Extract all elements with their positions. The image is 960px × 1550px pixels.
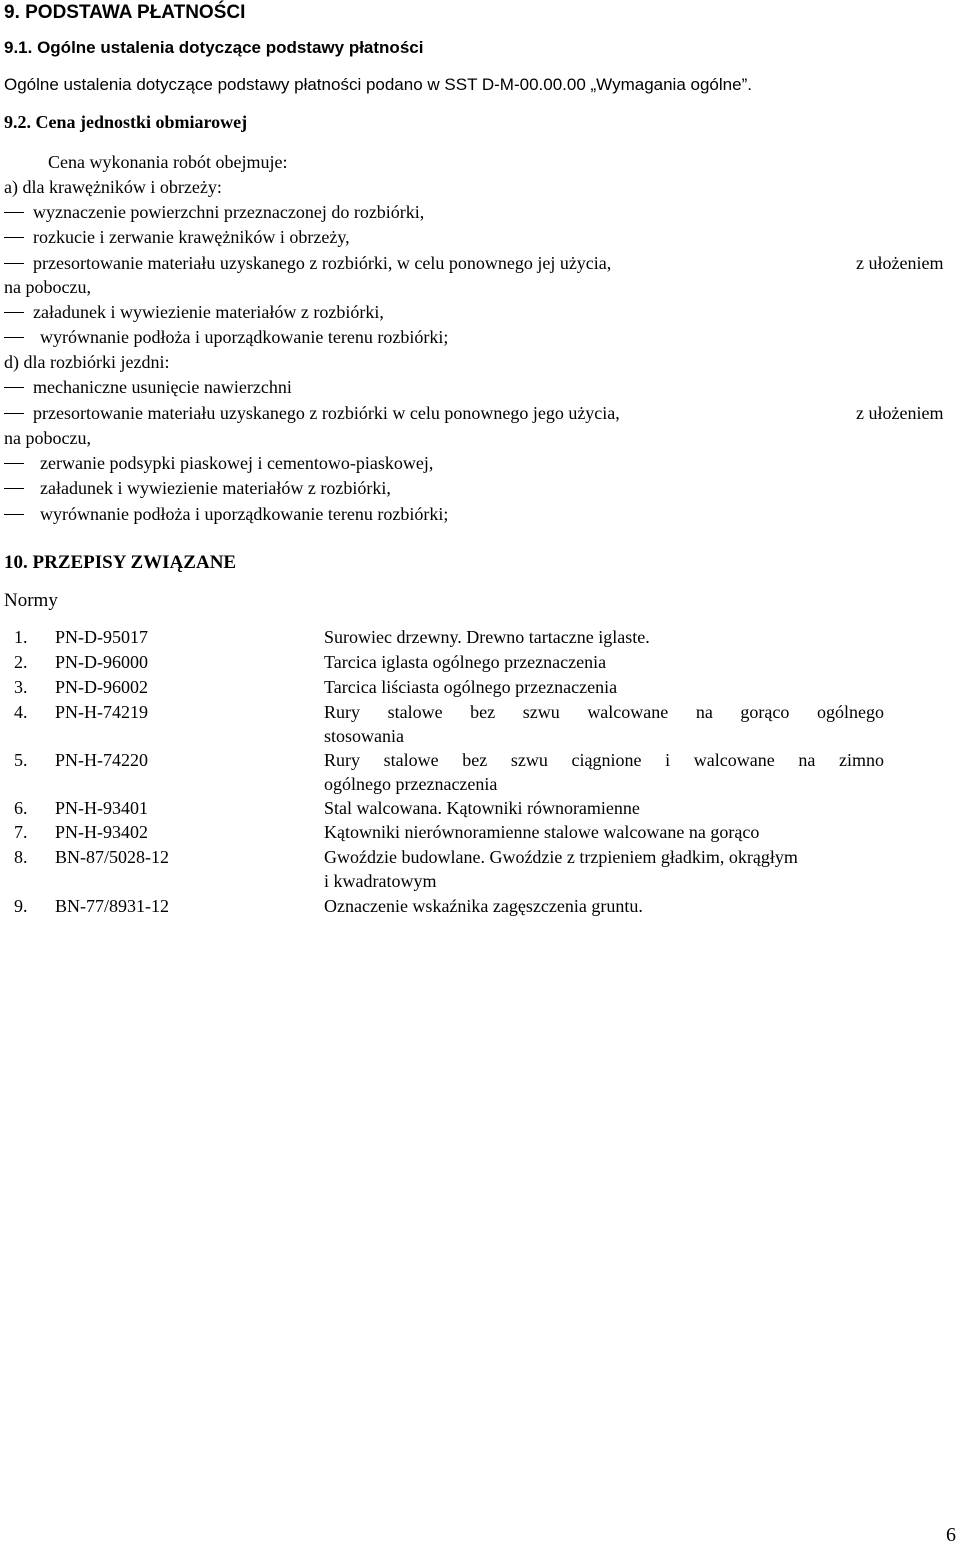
list-item: mechaniczne usunięcie nawierzchni [33,377,292,397]
norm-title: Surowiec drzewny. Drewno tartaczne iglaste. [324,627,650,647]
dash-bullet [4,514,24,515]
norm-code: PN-D-95017 [55,627,148,647]
list-item: wyznaczenie powierzchni przeznaczonej do rozbiórki, [33,202,425,222]
norm-code: PN-H-93402 [55,822,148,842]
norm-number: 3. [14,677,28,697]
list-item: przesortowanie materiału uzyskanego z rozbiórki w celu ponownego jego użycia, [33,403,620,423]
list-item: rozkucie i zerwanie krawężników i obrzeży, [33,227,350,247]
norm-number: 4. [14,702,28,722]
norm-title: Rury stalowe bez szwu walcowane na gorąco ogólnego [324,702,884,722]
page-number: 6 [946,1524,956,1546]
norm-code: BN-87/5028-12 [55,847,169,867]
norm-number: 6. [14,798,28,818]
section-9-1-title: 9.1. Ogólne ustalenia dotyczące podstawy płatności [4,38,424,57]
list-item: załadunek i wywiezienie materiałów z rozbiórki, [33,302,384,322]
list-item-tail: z ułożeniem [856,403,944,423]
dash-bullet [4,413,24,414]
normy-label: Normy [4,590,58,611]
norm-number: 5. [14,750,28,770]
norm-number: 1. [14,627,28,647]
norm-title: Rury stalowe bez szwu ciągnione i walcowane na zimno [324,750,884,770]
dash-bullet [4,312,24,313]
norm-code: BN-77/8931-12 [55,896,169,916]
norm-number: 9. [14,896,28,916]
norm-title-continuation: i kwadratowym [324,871,437,891]
norm-code: PN-H-74219 [55,702,148,722]
norm-title: Tarcica liściasta ogólnego przeznaczenia [324,677,618,697]
norm-code: PN-H-74220 [55,750,148,770]
norm-code: PN-D-96002 [55,677,148,697]
section-9-title: 9. PODSTAWA PŁATNOŚCI [4,2,246,23]
norm-code: PN-D-96000 [55,652,148,672]
section-9-2-title: 9.2. Cena jednostki obmiarowej [4,112,248,132]
norm-title: Stal walcowana. Kątowniki równoramienne [324,798,640,818]
list-item-tail: z ułożeniem [856,253,944,273]
norm-title-continuation: ogólnego przeznaczenia [324,774,498,794]
norm-title: Kątowniki nierównoramienne stalowe walcowane na gorąco [324,822,760,842]
section-10-title: 10. PRZEPISY ZWIĄZANE [4,552,237,573]
dash-bullet [4,488,24,489]
dash-bullet [4,212,24,213]
dash-bullet [4,463,24,464]
norm-number: 7. [14,822,28,842]
dash-bullet [4,387,24,388]
list-item: przesortowanie materiału uzyskanego z rozbiórki, w celu ponownego jej użycia, [33,253,612,273]
list-item-continuation: na poboczu, [4,277,91,297]
section-9-1-text: Ogólne ustalenia dotyczące podstawy płatności podano w SST D-M-00.00.00 „Wymagania ogólne”. [4,75,752,94]
norm-code: PN-H-93401 [55,798,148,818]
norm-title: Gwoździe budowlane. Gwoździe z trzpieniem gładkim, okrągłym [324,847,798,867]
dash-bullet [4,263,24,264]
dash-bullet [4,337,24,338]
list-item: wyrównanie podłoża i uporządkowanie terenu rozbiórki; [40,327,449,347]
dash-bullet [4,237,24,238]
norm-number: 2. [14,652,28,672]
norm-title: Oznaczenie wskaźnika zagęszczenia gruntu. [324,896,643,916]
norm-title: Tarcica iglasta ogólnego przeznaczenia [324,652,607,672]
list-item-continuation: na poboczu, [4,428,91,448]
price-intro: Cena wykonania robót obejmuje: [48,152,288,172]
list-item: załadunek i wywiezienie materiałów z rozbiórki, [40,478,391,498]
list-item: zerwanie podsypki piaskowej i cementowo-piaskowej, [40,453,434,473]
list-item: wyrównanie podłoża i uporządkowanie terenu rozbiórki; [40,504,449,524]
norm-title-continuation: stosowania [324,726,404,746]
norm-number: 8. [14,847,28,867]
group-d-label: d) dla rozbiórki jezdni: [4,352,170,372]
group-a-label: a) dla krawężników i obrzeży: [4,177,222,197]
